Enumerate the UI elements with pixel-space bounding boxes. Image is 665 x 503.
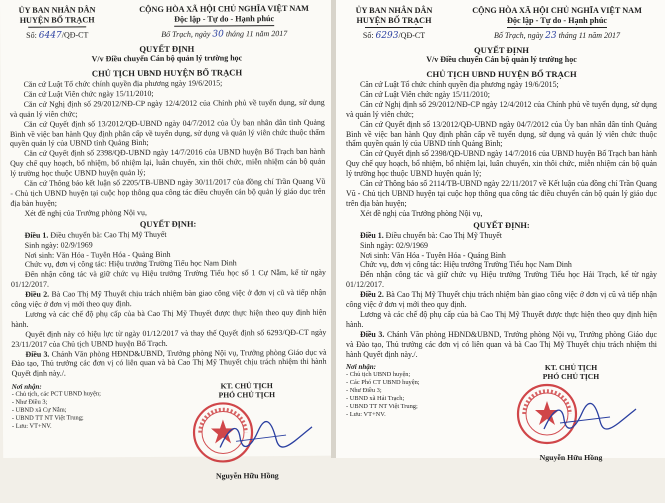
basis-line: Căn cứ Quyết định số 13/2012/QĐ-UBND ngày 04/7/2012 của Ủy ban nhân dân tỉnh Quảng Bình về việc ban hành Quy định phân cấp về tuyển dụng, sử dụng và quản lý viên chức thuộc thẩm quyền quản lý của UBND tỉnh Quảng Bình; bbox=[346, 119, 657, 149]
basis-line: Xét đề nghị của Trưởng phòng Nội vụ, bbox=[360, 208, 483, 218]
basis-line: Căn cứ Nghị định số 29/2012/NĐ-CP ngày 12/4/2012 của Chính phủ về tuyển dụng, sử dụng và quản lý viên chức; bbox=[9, 97, 325, 119]
basis-line: Căn cứ Thông báo số 2114/TB-UBND ngày 22/11/2017 về Kết luận của đồng chí Trần Quang Vũ - Chủ tịch UBND huyện tại cuộc họp thông qua công tác điều chuyển cán bộ quản lý giáo dục trên địa bàn huyện; bbox=[346, 179, 657, 208]
basis-line: Căn cứ Luật Viên chức ngày 15/11/2010; bbox=[23, 88, 154, 99]
signer-name: Nguyễn Hữu Hồng bbox=[539, 453, 603, 463]
header-divider bbox=[28, 26, 86, 27]
decision-page-right bbox=[336, 0, 665, 463]
basis-line: Căn cứ Nghị định số 29/2012/NĐ-CP ngày 12/4/2012 của Chính phủ về tuyển dụng, sử dụng và quản lý viên chức; bbox=[346, 99, 657, 119]
motto-divider bbox=[174, 25, 274, 27]
document-subject: V/v Điều chuyển Cán bộ quản lý trường học bbox=[426, 55, 577, 64]
document-footer bbox=[346, 363, 657, 483]
legal-basis bbox=[346, 80, 657, 219]
national-motto: CỘNG HÒA XÃ HỘI CHỦ NGHĨA VIỆT NAM Độc lập - Tự do - Hạnh phúc bbox=[124, 4, 324, 27]
document-number: Số: 6447/QĐ-CT bbox=[26, 30, 89, 41]
document-title: QUYẾT ĐỊNH bbox=[474, 45, 529, 55]
basis-line: Căn cứ Quyết định số 2398/QĐ-UBND ngày 14/7/2016 của UBND huyện Bố Trạch ban hành Quy chế quy hoạch, bổ nhiệm, bổ nhiệm lại, luân chuyển, xin thôi chức, miễn nhiệm cán bộ quản lý trường học thuộc UBND huyện quản lý; bbox=[10, 147, 326, 179]
agency-name: ỦY BAN NHÂN DÂN HUYỆN BỐ TRẠCH bbox=[9, 5, 105, 28]
document-subject: V/v Điều chuyển Cán bộ quản lý trường học bbox=[91, 53, 243, 64]
recipients-list: Nơi nhận: - Chủ tịch, các PCT UBND huyện; - Như Điều 3; - UBND xã Cự Nẫm; - UBND TT NT Việt Trung; - Lưu: VT+NV. bbox=[11, 382, 101, 431]
article-label: Điều 3. bbox=[360, 329, 385, 339]
signature-block: KT. CHỦ TỊCH PHÓ CHỦ TỊCH Nguyễn Hữu Hồng bbox=[172, 381, 323, 481]
basis-line: Căn cứ Quyết định số 2398/QĐ-UBND ngày 14/7/2016 của UBND huyện Bố Trạch ban hành Quy chế quy hoạch, bổ nhiệm, bổ nhiệm lại, luân chuyển, xin thôi chức, miễn nhiệm cán bộ quản lý trường học thuộc UBND huyện quản lý; bbox=[346, 149, 657, 179]
document-header bbox=[346, 6, 657, 28]
agency-name: ỦY BAN NHÂN DÂN HUYỆN BỐ TRẠCH bbox=[346, 6, 442, 28]
document-number: Số: 6293/QĐ-CT bbox=[362, 31, 426, 41]
decision-heading: QUYẾT ĐỊNH: bbox=[139, 219, 197, 229]
basis-line: Xét đề nghị của Trưởng phòng Nội vụ, bbox=[24, 207, 147, 218]
document-title: QUYẾT ĐỊNH bbox=[139, 43, 195, 55]
number-date-row bbox=[346, 31, 657, 41]
article-1: Điều 1. Điều chuyển bà: Cao Thị Mỹ Thuyết Sinh ngày: 02/9/1969 Nơi sinh: Văn Hóa - Tuyên Hóa - Quảng Bình Chức vụ, đơn vị công tác: Hiệu trưởng Trường Tiểu học Nam Dinh Đến nhận công tác và giữ chức vụ Hiệu trưởng Trường Tiểu học Hải Trạch, kể từ ngày 01/12/2017. bbox=[346, 230, 657, 290]
document-date: Bố Trạch, ngày 23 tháng 11 năm 2017 bbox=[494, 31, 620, 41]
handwritten-number: 6447 bbox=[38, 30, 62, 41]
article-label: Điều 2. bbox=[360, 290, 384, 300]
article-2: Điều 2. Bà Cao Thị Mỹ Thuyết chịu trách nhiệm bàn giao công việc ở đơn vị cũ và tiếp nhận công việc ở đơn vị mới theo quy định. Lương và các chế độ phụ cấp của bà Cao Thị Mỹ Thuyết được thực hiện theo quy định hiện hành. bbox=[346, 290, 657, 329]
document-footer bbox=[12, 381, 328, 503]
handwritten-signature-icon bbox=[216, 419, 316, 456]
national-motto: CỘNG HÒA XÃ HỘI CHỦ NGHĨA VIỆT NAM Độc lập - Tự do - Hạnh phúc bbox=[457, 6, 657, 28]
header-divider bbox=[365, 27, 423, 28]
number-date-row bbox=[9, 29, 324, 41]
article-label: Điều 1. bbox=[360, 230, 384, 240]
handwritten-day: 23 bbox=[545, 31, 557, 41]
recipients-list: Nơi nhận: - Chủ tịch UBND huyện; - Các Phó CT UBND huyện; - Như Điều 3; - UBND xã Hải Trạch; - UBND TT NT Việt Trung; - Lưu: VT+NV. bbox=[346, 363, 420, 419]
article-label: Điều 2. bbox=[25, 289, 50, 299]
handwritten-signature-icon bbox=[540, 401, 640, 437]
document-date: Bố Trạch, ngày 30 tháng 11 năm 2017 bbox=[161, 28, 288, 40]
article-3: Điều 3. Chánh Văn phòng HĐND&UBND, Trưởng phòng Nội vụ, Trưởng phòng Giáo dục và Đào tạo, Thủ trưởng các đơn vị có liên quan và bà Cao Thị Mỹ Thuyết chịu trách nhiệm thi hành Quyết định này./. bbox=[11, 347, 327, 379]
basis-line: Căn cứ Luật Tổ chức chính quyền địa phương ngày 19/6/2015; bbox=[360, 80, 559, 89]
signer-name: Nguyễn Hữu Hồng bbox=[215, 471, 279, 481]
handwritten-day: 30 bbox=[212, 29, 224, 40]
basis-line: Căn cứ Luật Viên chức ngày 15/11/2010; bbox=[360, 89, 490, 99]
decision-heading: QUYẾT ĐỊNH: bbox=[473, 220, 530, 230]
basis-line: Căn cứ Thông báo kết luận số 2205/TB-UBND ngày 30/11/2017 của đồng chí Trần Quang Vũ - Chủ tịch UBND huyện tại cuộc họp thông qua công tác điều chuyển cán bộ quản lý giáo dục trên địa bàn huyện; bbox=[10, 176, 326, 208]
basis-line: Căn cứ Quyết định số 13/2012/QĐ-UBND ngày 04/7/2012 của Ủy ban nhân dân tỉnh Quảng Bình về việc ban hành Quy định phân cấp về tuyển dụng, sử dụng và quản lý viên chức thuộc thẩm quyền quản lý của UBND tỉnh Quảng Bình; bbox=[9, 117, 325, 149]
article-label: Điều 1. bbox=[24, 230, 49, 240]
article-2: Điều 2. Bà Cao Thị Mỹ Thuyết chịu trách nhiệm bàn giao công việc ở đơn vị cũ và tiếp nhận công việc ở đơn vị mới theo quy định. Lương và các chế độ phụ cấp của bà Cao Thị Mỹ Thuyết được thực hiện theo quy định hiện hành. Quyết định này có hiệu lực từ ngày 01/12/2017 và thay thế Quyết định số 6293/QĐ-CT ngày 23/11/2017 của Chủ tịch UBND huyện Bố Trạch. bbox=[11, 287, 327, 349]
handwritten-number: 6293 bbox=[375, 31, 399, 41]
legal-basis bbox=[10, 78, 326, 219]
document-header bbox=[9, 4, 324, 28]
motto-divider bbox=[507, 27, 607, 28]
article-3: Điều 3. Chánh Văn phòng HĐND&UBND, Trưởng phòng Nội vụ, Trưởng phòng Giáo dục và Đào tạo, Thủ trưởng các đơn vị có liên quan và bà Cao Thị Mỹ Thuyết chịu trách nhiệm thi hành Quyết định này./. bbox=[346, 329, 657, 359]
article-1: Điều 1. Điều chuyển bà: Cao Thị Mỹ Thuyết Sinh ngày: 02/9/1969 Nơi sinh: Văn Hóa - Tuyên Hóa - Quảng Bình Chức vụ, đơn vị công tác: Hiệu trưởng Trường Tiểu học Nam Dinh Đến nhận công tác và giữ chức vụ Hiệu trưởng Trường Tiểu học số 1 Cự Nẫm, kể từ ngày 01/12/2017. bbox=[10, 229, 326, 290]
decision-page-left bbox=[0, 0, 335, 481]
article-label: Điều 3. bbox=[25, 349, 50, 359]
signature-block: KT. CHỦ TỊCH PHÓ CHỦ TỊCH Nguyễn Hữu Hồng bbox=[496, 363, 646, 462]
issuer-heading: CHỦ TỊCH UBND HUYỆN BỐ TRẠCH bbox=[426, 69, 577, 79]
basis-line: Căn cứ Luật Tổ chức chính quyền địa phương ngày 19/6/2015; bbox=[23, 78, 223, 89]
issuer-heading: CHỦ TỊCH UBND HUYỆN BỐ TRẠCH bbox=[91, 67, 243, 79]
